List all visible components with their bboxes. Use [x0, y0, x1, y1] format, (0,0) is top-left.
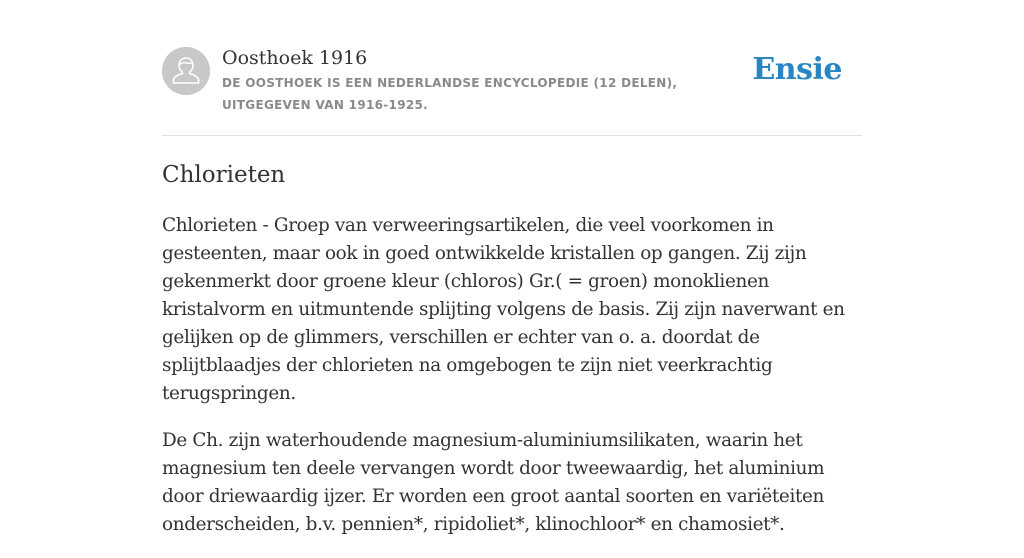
source-header	[162, 46, 862, 116]
source-title[interactable]: Oosthoek 1916	[222, 47, 368, 69]
brand-logo-link[interactable]: Ensie	[752, 52, 842, 87]
article-paragraph: Chlorieten - Groep van verweeringsartikelen, die veel voorkomen in gesteenten, maar ook in goed ontwikkelde kristallen op gangen. Zij zijn gekenmerkt door groene kleur (chloros) Gr.( = groen) monoklienen kristalvorm en uitmuntende splijting volgens de basis. Zij zijn naverwant en gelijken op de glimmers, verschillen er echter van o. a. doordat de splijtblaadjes der chlorieten na omgebogen te zijn niet veerkrachtig terugspringen.	[162, 215, 845, 404]
header-divider	[162, 135, 862, 136]
article-title: Chlorieten	[162, 162, 286, 188]
user-icon	[162, 47, 210, 95]
avatar[interactable]	[162, 47, 210, 95]
article-paragraph: De Ch. zijn waterhoudende magnesium-aluminiumsilikaten, waarin het magnesium ten deele vervangen wordt door tweewaardig, het aluminium door driewaardig ijzer. Er worden een groot aantal soorten en variëteiten onderscheiden, b.v. pennien*, ripidoliet*, klinochloor* en chamosiet*.	[162, 430, 825, 535]
source-description: DE OOSTHOEK IS EEN NEDERLANDSE ENCYCLOPEDIE (12 DELEN), UITGEGEVEN VAN 1916-1925.	[222, 76, 678, 112]
article-body	[162, 212, 862, 558]
